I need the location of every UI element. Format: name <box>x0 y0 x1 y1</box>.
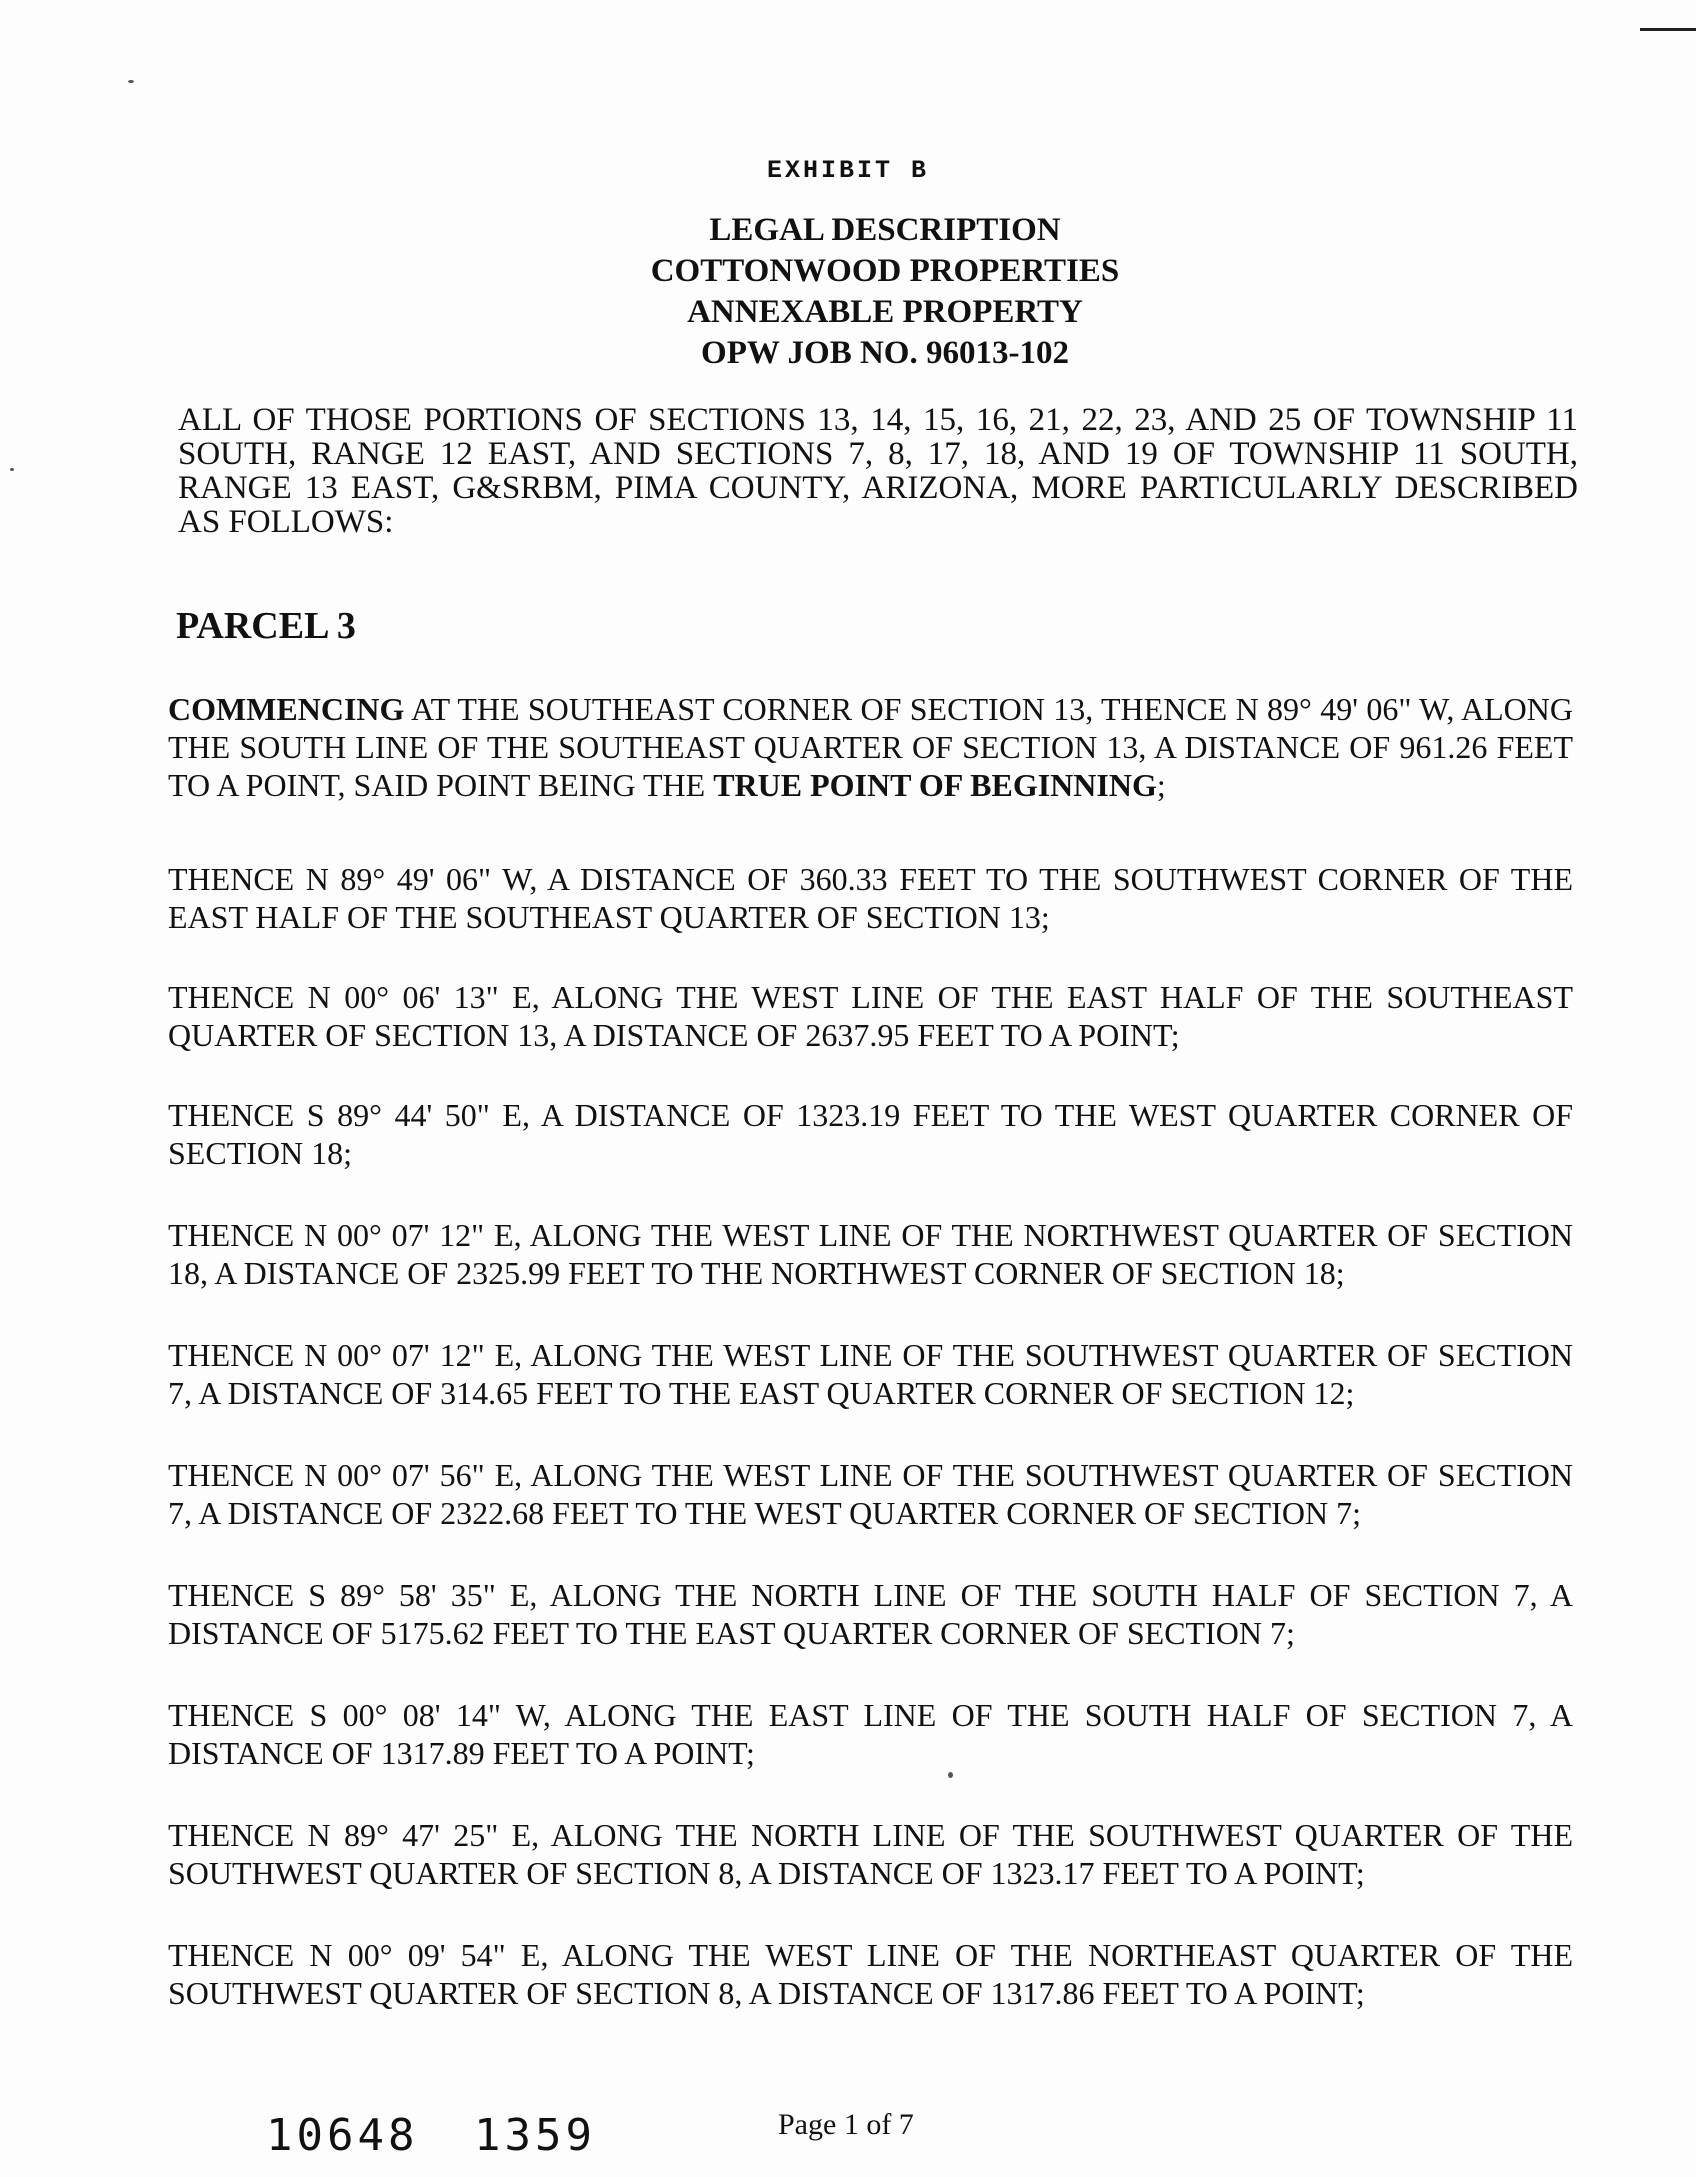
course-paragraph: THENCE N 00° 09' 54" E, ALONG THE WEST LINE OF THE NORTHEAST QUARTER OF THE SOUTHWEST QUARTER OF SECTION 8, A DISTANCE OF 1317.86 FEET TO A POINT; <box>168 1937 1573 2011</box>
commencing-text: AT THE SOUTHEAST CORNER OF SECTION 13, THENCE N 89° 49' 06" W, ALONG THE SOUTH LINE OF THE SOUTHEAST QUARTER OF SECTION 13, A DISTANCE OF 961.26 FEET TO A POINT, SAID POINT BEING THE <box>168 691 1573 803</box>
title-line: OPW JOB NO. 96013-102 <box>701 335 1069 371</box>
course-paragraph: THENCE N 89° 49' 06" W, A DISTANCE OF 360.33 FEET TO THE SOUTHWEST CORNER OF THE EAST HALF OF THE SOUTHEAST QUARTER OF SECTION 13; <box>168 861 1573 935</box>
course-paragraph: THENCE S 89° 58' 35" E, ALONG THE NORTH LINE OF THE SOUTH HALF OF SECTION 7, A DISTANCE OF 5175.62 FEET TO THE EAST QUARTER CORNER OF SECTION 7; <box>168 1577 1573 1651</box>
parcel-title: PARCEL 3 <box>176 605 356 647</box>
course-paragraph: THENCE S 89° 44' 50" E, A DISTANCE OF 1323.19 FEET TO THE WEST QUARTER CORNER OF SECTION 18; <box>168 1097 1573 1171</box>
scan-speck <box>128 80 134 83</box>
course-paragraph: THENCE N 89° 47' 25" E, ALONG THE NORTH LINE OF THE SOUTHWEST QUARTER OF THE SOUTHWEST QUARTER OF SECTION 8, A DISTANCE OF 1323.17 FEET TO A POINT; <box>168 1817 1573 1891</box>
page-reference-stamp: 1359 <box>474 2110 596 2161</box>
docket-stamp: 10648 <box>266 2110 419 2161</box>
intro-paragraph: ALL OF THOSE PORTIONS OF SECTIONS 13, 14, 15, 16, 21, 22, 23, AND 25 OF TOWNSHIP 11 SOUTH, RANGE 12 EAST, AND SECTIONS 7, 8, 17, 18, AND 19 OF TOWNSHIP 11 SOUTH, RANGE 13 EAST, G&SRBM, PIMA COUNTY, ARIZONA, MORE PARTICULARLY DESCRIBED AS FOLLOWS: <box>178 402 1578 540</box>
page-number: Page 1 of 7 <box>778 2108 914 2141</box>
margin-rule <box>1640 28 1696 31</box>
title-block <box>0 210 1696 374</box>
course-paragraph: THENCE N 00° 06' 13" E, ALONG THE WEST LINE OF THE EAST HALF OF THE SOUTHEAST QUARTER OF SECTION 13, A DISTANCE OF 2637.95 FEET TO A POINT; <box>168 979 1573 1053</box>
commencing-paragraph <box>168 690 1573 804</box>
commencing-tail: ; <box>1156 767 1166 803</box>
course-paragraph: THENCE N 00° 07' 12" E, ALONG THE WEST LINE OF THE NORTHWEST QUARTER OF SECTION 18, A DISTANCE OF 2325.99 FEET TO THE NORTHWEST CORNER OF SECTION 18; <box>168 1217 1573 1291</box>
course-paragraph: THENCE N 00° 07' 12" E, ALONG THE WEST LINE OF THE SOUTHWEST QUARTER OF SECTION 7, A DISTANCE OF 314.65 FEET TO THE EAST QUARTER CORNER OF SECTION 12; <box>168 1337 1573 1411</box>
exhibit-label: EXHIBIT B <box>766 156 930 185</box>
title-line: COTTONWOOD PROPERTIES <box>650 253 1120 289</box>
title-line: LEGAL DESCRIPTION <box>709 212 1061 248</box>
commencing-lead: COMMENCING <box>168 691 405 727</box>
scan-speck <box>948 1772 953 1778</box>
course-paragraph: THENCE N 00° 07' 56" E, ALONG THE WEST LINE OF THE SOUTHWEST QUARTER OF SECTION 7, A DISTANCE OF 2322.68 FEET TO THE WEST QUARTER CORNER OF SECTION 7; <box>168 1457 1573 1531</box>
scan-speck <box>10 468 14 471</box>
true-point-of-beginning: TRUE POINT OF BEGINNING <box>713 767 1157 803</box>
title-line: ANNEXABLE PROPERTY <box>687 294 1083 330</box>
course-paragraph: THENCE S 00° 08' 14" W, ALONG THE EAST LINE OF THE SOUTH HALF OF SECTION 7, A DISTANCE OF 1317.89 FEET TO A POINT; <box>168 1697 1573 1771</box>
